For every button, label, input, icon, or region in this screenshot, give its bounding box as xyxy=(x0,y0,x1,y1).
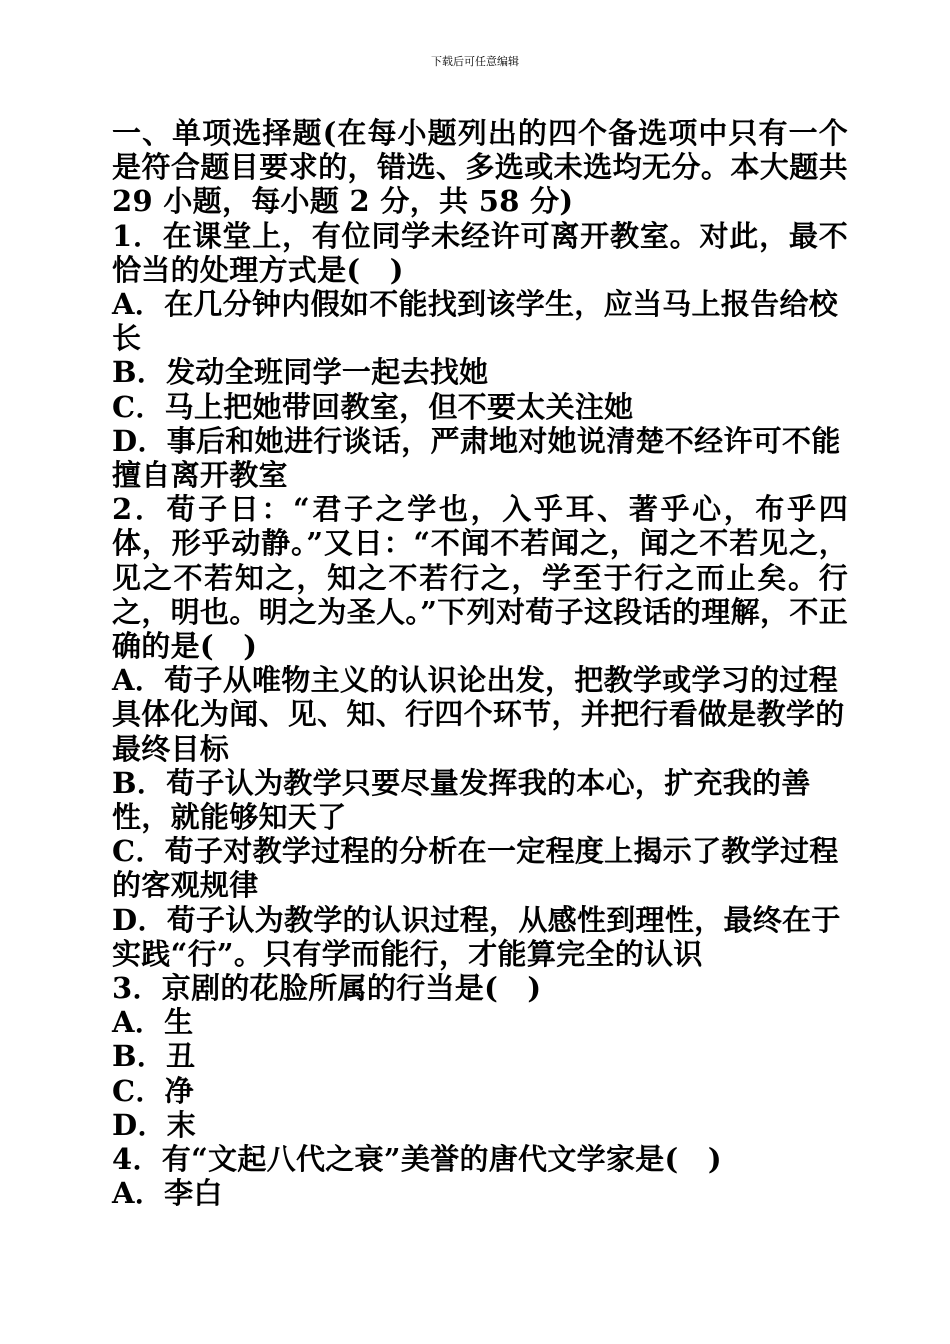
section-title: 一、单项选择题(在每小题列出的四个备选项中只有一个是符合题目要求的，错选、多选或未选均无分。本大题共 29 小题，每小题 2 分，共 58 分) xyxy=(112,116,848,219)
question-4 xyxy=(112,1142,848,1210)
answer-option: D．事后和她进行谈话，严肃地对她说清楚不经许可不能擅自离开教室 xyxy=(112,423,841,493)
answer-option: D．荀子认为教学的认识过程，从感性到理性，最终在于实践“行”。只有学而能行，才能算完全的认识 xyxy=(112,902,841,971)
answer-option: B．丑 xyxy=(112,1039,196,1074)
question-1 xyxy=(112,219,848,493)
question-3 xyxy=(112,971,848,1142)
question-2 xyxy=(112,492,848,971)
answer-option: A．荀子从唯物主义的认识论出发，把教学或学习的过程具体化为闻、见、知、行四个环节，并把行看做是教学的最终目标 xyxy=(112,663,845,766)
question-stem: 3．京剧的花脸所属的行当是( ) xyxy=(112,971,542,1006)
answer-option: B．发动全班同学一起去找她 xyxy=(112,355,489,390)
answer-option: A．李白 xyxy=(112,1176,223,1211)
answer-option: A．生 xyxy=(112,1005,194,1040)
answer-option: A．在几分钟内假如不能找到该学生，应当马上报告给校长 xyxy=(112,287,839,356)
answer-option: C．荀子对教学过程的分析在一定程度上揭示了教学过程的客观规律 xyxy=(112,834,839,903)
page-header: 下载后可任意编辑 xyxy=(431,55,519,68)
question-stem: 4．有“文起八代之衰”美誉的唐代文学家是( ) xyxy=(112,1142,722,1177)
exam-content xyxy=(112,116,848,1211)
question-stem: 1．在课堂上，有位同学未经许可离开教室。对此，最不恰当的处理方式是( ) xyxy=(112,218,848,287)
question-stem: 2．荀子日：“君子之学也，入乎耳、著乎心，布乎四体，形乎动静。”又日：“不闻不若闻之，闻之不若见之，见之不若知之，知之不若行之，学至于行之而止矣。行之，明也。明之为圣人。”下列对荀子这段话的理解，不正确的是( ) xyxy=(112,492,848,664)
answer-option: C．净 xyxy=(112,1073,194,1108)
answer-option: D．末 xyxy=(112,1107,197,1142)
answer-option: B．荀子认为教学只要尽量发挥我的本心，扩充我的善性，就能够知天了 xyxy=(112,765,811,835)
answer-option: C．马上把她带回教室，但不要太关注她 xyxy=(112,389,634,424)
